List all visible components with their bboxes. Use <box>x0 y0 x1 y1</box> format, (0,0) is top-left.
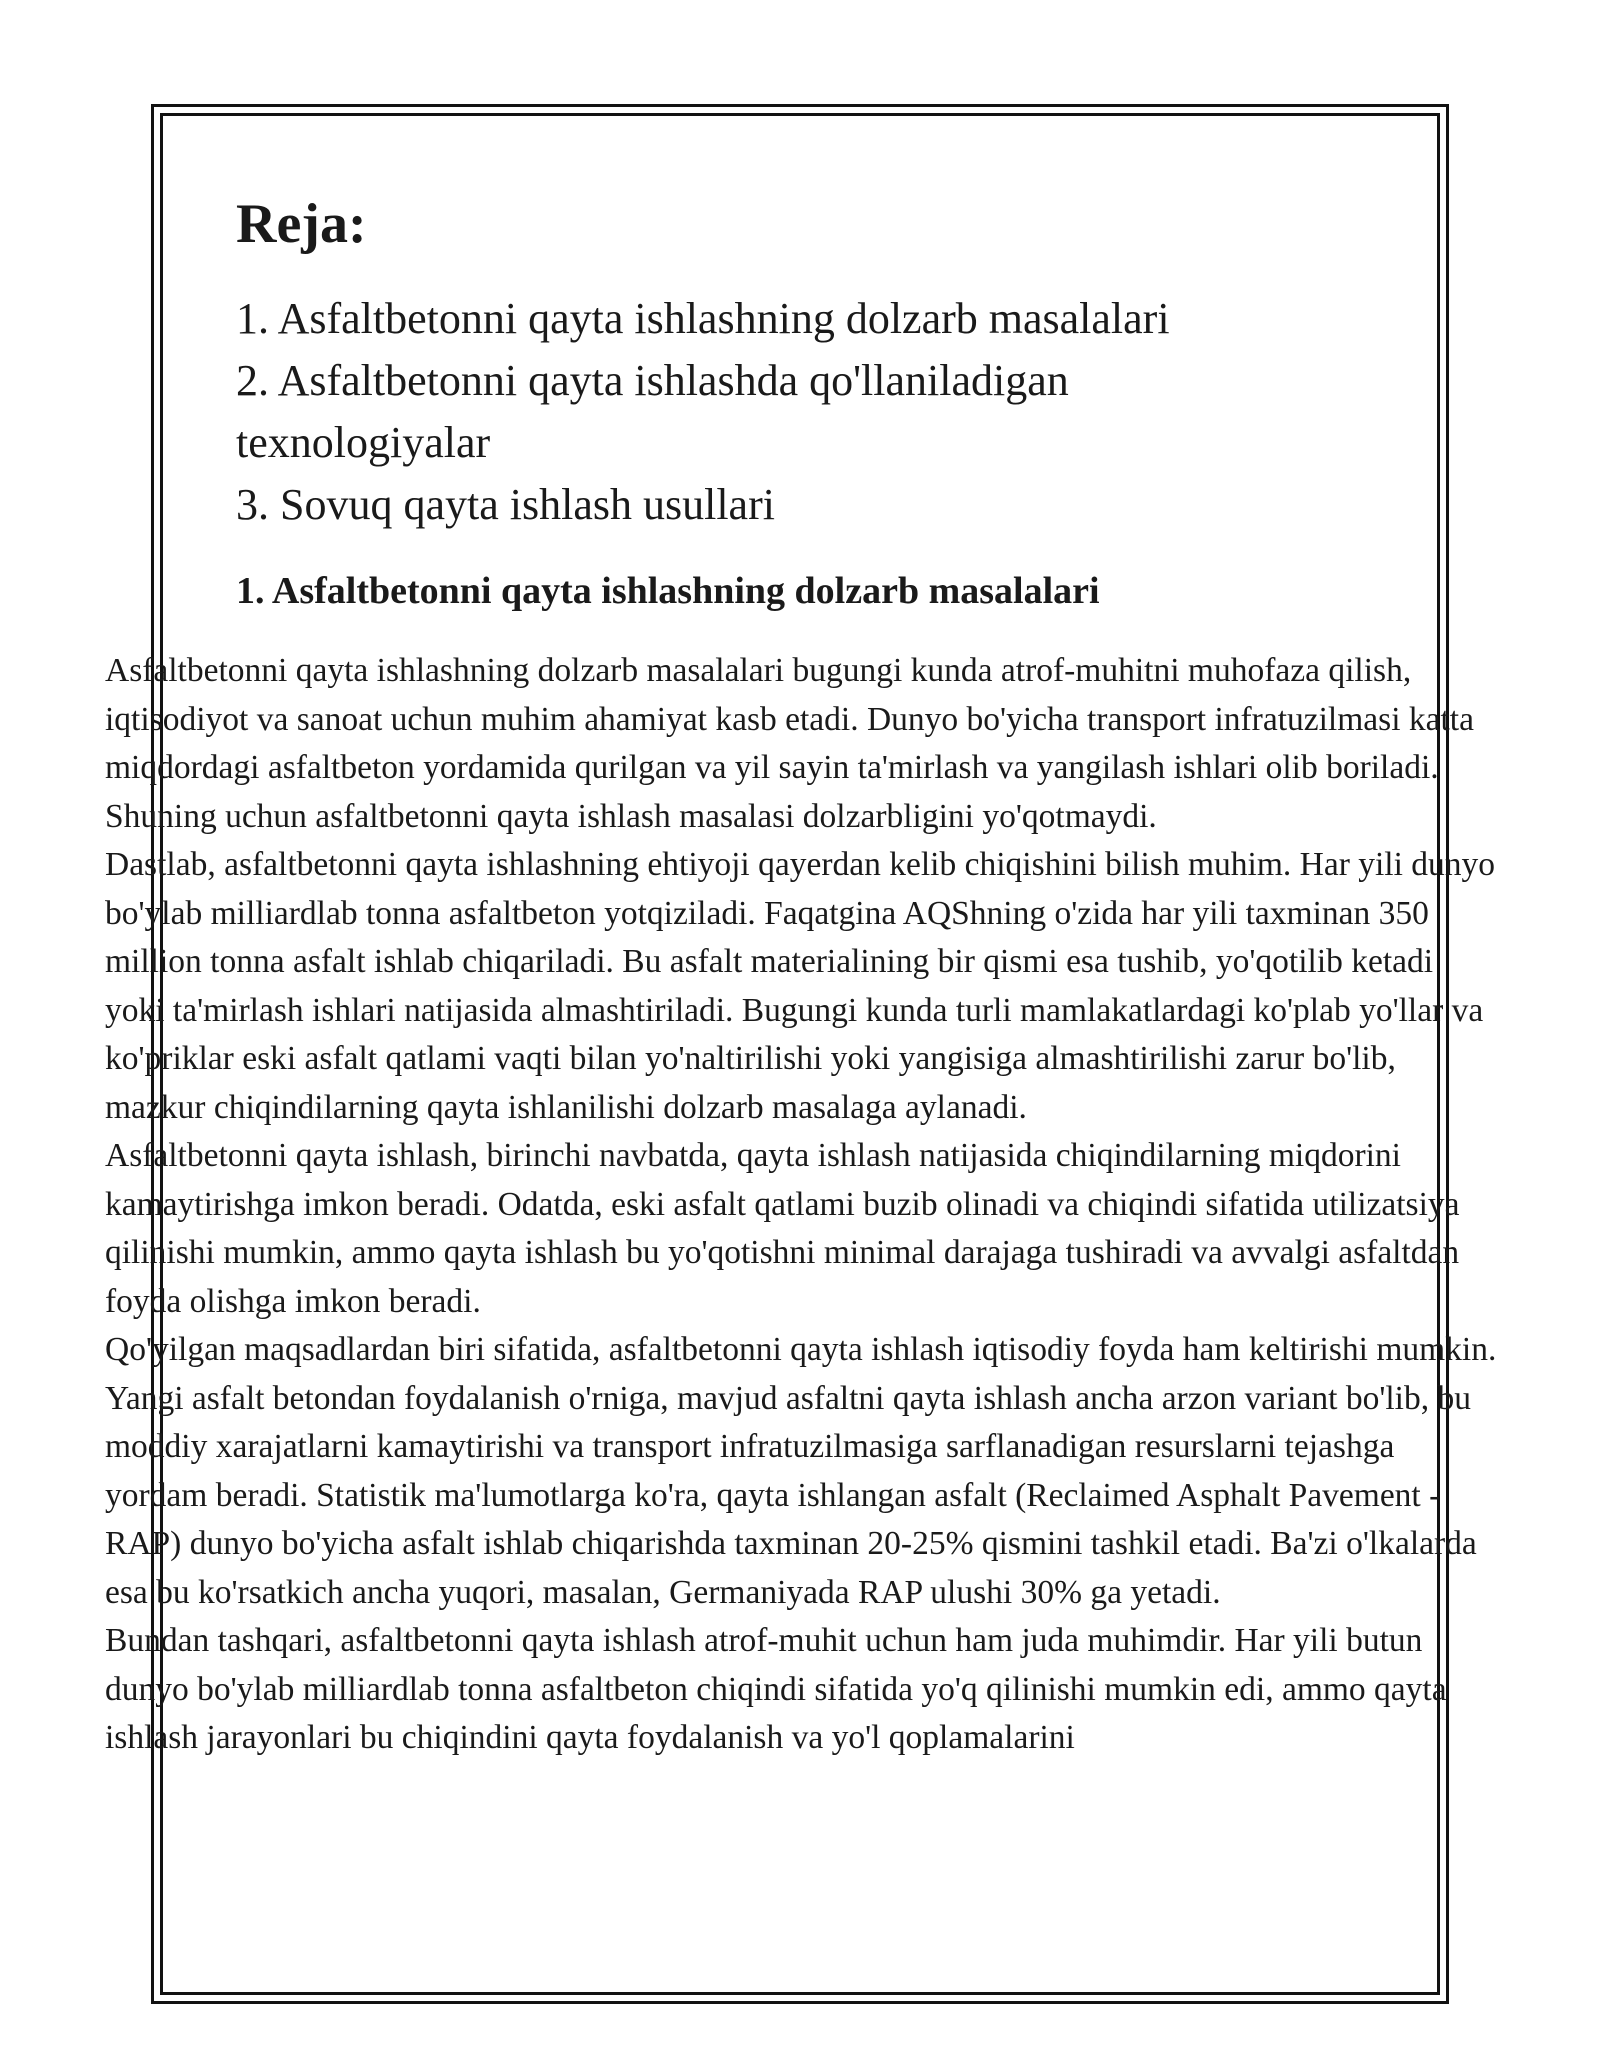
plan-item-2: 2. Asfaltbetonni qayta ishlashda qo'llaniladigan texnologiyalar <box>236 356 1069 467</box>
paragraph-2: Dastlab, asfaltbetonni qayta ishlashning ehtiyoji qayerdan kelib chiqishini bilish muhim. Har yili dunyo bo'ylab milliardlab tonna asfaltbeton yotqiziladi. Faqatgina AQShning o'zida har yili taxminan 350 million tonna asfalt ishlab chiqariladi. Bu asfalt materialining bir qismi esa tushib, yo'qotilib ketadi yoki ta'mirlash ishlari natijasida almashtiriladi. Bugungi kunda turli mamlakatlardagi ko'plab yo'llar va ko'priklar eski asfalt qatlami vaqti bilan yo'naltirilishi yoki yangisiga almashtirilishi zarur bo'lib, mazkur chiqindilarning qayta ishlanilishi dolzarb masalaga aylanadi. <box>105 846 1496 1126</box>
paragraph-5: Bundan tashqari, asfaltbetonni qayta ishlash atrof-muhit uchun ham juda muhimdir. Har yili butun dunyo bo'ylab milliardlab tonna asfaltbeton chiqindi sifatida yo'q qilinishi mumkin edi, ammo qayta ishlash jarayonlari bu chiqindini qayta foydalanish va yo'l qoplamalarini <box>105 1622 1447 1756</box>
plan-list <box>236 288 1256 536</box>
paragraph-4: Qo'yilgan maqsadlardan biri sifatida, asfaltbetonni qayta ishlash iqtisodiy foyda ham keltirishi mumkin. Yangi asfalt betondan foydalanish o'rniga, mavjud asfaltni qayta ishlash ancha arzon variant bo'lib, bu moddiy xarajatlarni kamaytirishi va transport infratuzilmasiga sarflanadigan resurslarni tejashga yordam beradi. Statistik ma'lumotlarga ko'ra, qayta ishlangan asfalt (Reclaimed Asphalt Pavement - RAP) dunyo bo'yicha asfalt ishlab chiqarishda taxminan 20-25% qismini tashkil etadi. Ba'zi o'lkalarda esa bu ko'rsatkich ancha yuqori, masalan, Germaniyada RAP ulushi 30% ga yetadi. <box>105 1331 1497 1611</box>
section-body <box>105 647 1500 1763</box>
plan-item-3: 3. Sovuq qayta ishlash usullari <box>236 480 775 529</box>
plan-item-1: 1. Asfaltbetonni qayta ishlashning dolzarb masalalari <box>236 294 1170 343</box>
paragraph-3: Asfaltbetonni qayta ishlash, birinchi navbatda, qayta ishlash natijasida chiqindilarning miqdorini kamaytirishga imkon beradi. Odatda, eski asfalt qatlami buzib olinadi va chiqindi sifatida utilizatsiya qilinishi mumkin, ammo qayta ishlash bu yo'qotishni minimal darajaga tushiradi va avvalgi asfaltdan foyda olishga imkon beradi. <box>105 1137 1460 1320</box>
section-heading: 1. Asfaltbetonni qayta ishlashning dolzarb masalalari <box>236 570 1100 612</box>
plan-title: Reja: <box>236 193 367 255</box>
paragraph-1: Asfaltbetonni qayta ishlashning dolzarb masalalari bugungi kunda atrof-muhitni muhofaza qilish, iqtisodiyot va sanoat uchun muhim ahamiyat kasb etadi. Dunyo bo'yicha transport infratuzilmasi katta miqdordagi asfaltbeton yordamida qurilgan va yil sayin ta'mirlash va yangilash ishlari olib boriladi. Shuning uchun asfaltbetonni qayta ishlash masalasi dolzarbligini yo'qotmaydi. <box>105 652 1474 835</box>
